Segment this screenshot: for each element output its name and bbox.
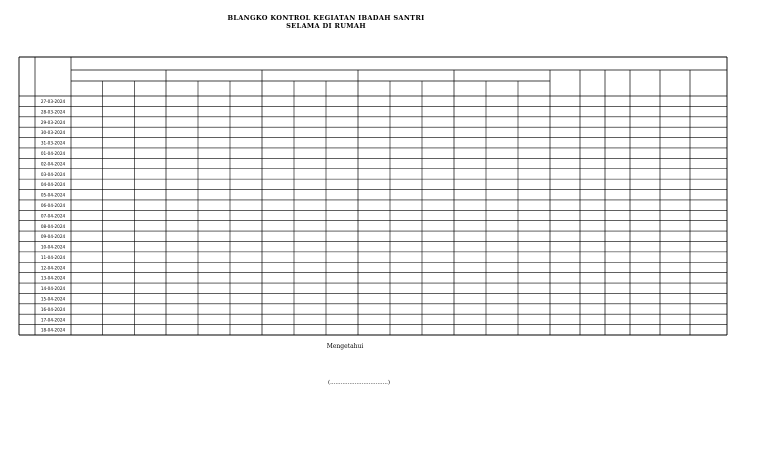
date-cell: 08-04-2024	[40, 223, 66, 229]
date-cell: 06-04-2024	[40, 202, 66, 208]
table-grid-lines	[19, 57, 727, 335]
document-title: BLANGKO KONTROL KEGIATAN IBADAH SANTRI	[227, 14, 425, 22]
date-cell: 11-04-2024	[40, 254, 66, 260]
acknowledgement-label: Mengetahui	[326, 343, 364, 350]
date-cell: 02-04-2024	[40, 161, 66, 167]
date-cell: 05-04-2024	[40, 192, 66, 198]
date-cell: 03-04-2024	[40, 171, 66, 177]
date-cell: 07-04-2024	[40, 213, 66, 219]
date-cell: 12-04-2024	[40, 265, 66, 271]
date-cell: 04-04-2024	[40, 182, 66, 188]
date-cell: 17-04-2024	[40, 317, 66, 323]
date-cell: 16-04-2024	[40, 306, 66, 312]
date-cell: 29-03-2024	[40, 119, 66, 125]
document-subtitle: SELAMA DI RUMAH	[286, 22, 366, 30]
date-cell: 01-04-2024	[40, 151, 66, 157]
signature-line: (.................................)	[328, 380, 390, 386]
date-cell: 30-03-2024	[40, 130, 66, 136]
date-cell: 18-04-2024	[40, 327, 66, 333]
date-cell: 15-04-2024	[40, 296, 66, 302]
date-cell: 27-03-2024	[40, 99, 66, 105]
date-cell: 14-04-2024	[40, 286, 66, 292]
date-cell: 28-03-2024	[40, 109, 66, 115]
date-cell: 09-04-2024	[40, 234, 66, 240]
date-cell: 13-04-2024	[40, 275, 66, 281]
date-column	[41, 99, 66, 333]
date-cell: 10-04-2024	[40, 244, 66, 250]
date-cell: 31-03-2024	[40, 140, 66, 146]
